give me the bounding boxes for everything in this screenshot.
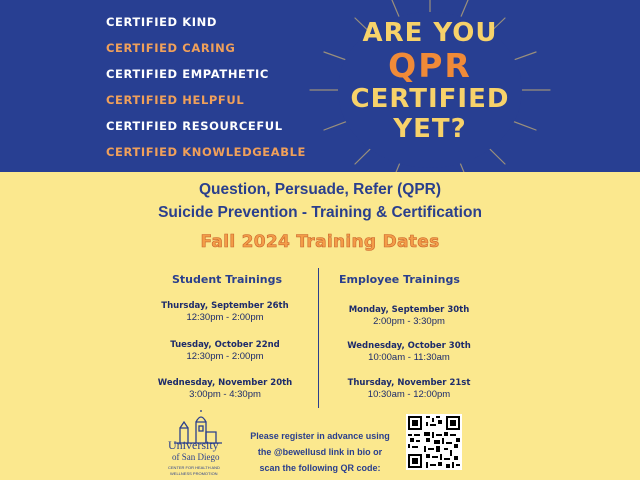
student-session-3	[150, 377, 300, 401]
logo-center-line-1: CENTER FOR HEALTH AND	[168, 465, 220, 470]
register-line-2: the @bewellusd link in bio or	[257, 447, 383, 457]
session-date: Thursday, November 21st	[347, 378, 471, 388]
session-date: Monday, September 30th	[348, 305, 470, 315]
certified-empathetic: CERTIFIED EMPATHETIC	[106, 67, 269, 81]
session-time: 3:00pm - 4:30pm	[189, 389, 261, 400]
headline-line-4: YET?	[393, 114, 467, 144]
certified-list	[106, 14, 306, 170]
program-title: Question, Persuade, Refer (QPR)	[198, 181, 442, 198]
session-date: Tuesday, October 22nd	[170, 340, 280, 350]
qr-code[interactable]	[406, 414, 462, 470]
student-session-2	[150, 339, 300, 363]
session-time: 12:30pm - 2:00pm	[186, 312, 264, 323]
session-date: Thursday, September 26th	[161, 301, 289, 311]
certified-helpful: CERTIFIED HELPFUL	[106, 93, 245, 107]
training-dates-title: Fall 2024 Training Dates	[200, 232, 440, 252]
employee-session-2	[334, 340, 484, 364]
headline-line-3: CERTIFIED	[350, 84, 510, 114]
header-band	[0, 0, 640, 172]
employee-trainings-heading: Employee Trainings	[339, 273, 460, 286]
session-date: Wednesday, November 20th	[157, 378, 293, 388]
headline-qpr: QPR	[388, 46, 472, 85]
qr-code-icon	[406, 414, 462, 470]
logo-university: University	[168, 438, 219, 452]
register-note	[240, 428, 400, 476]
register-line-3: scan the following QR code:	[259, 463, 381, 473]
session-date: Wednesday, October 30th	[347, 341, 471, 351]
headline	[330, 18, 530, 144]
logo-center-line-2: WELLNESS PROMOTION	[170, 471, 218, 476]
session-time: 10:00am - 11:30am	[368, 352, 450, 363]
certified-caring: CERTIFIED CARING	[106, 41, 236, 55]
certified-kind: CERTIFIED KIND	[106, 15, 218, 29]
session-time: 2:00pm - 3:30pm	[373, 316, 445, 327]
session-time: 10:30am - 12:00pm	[367, 389, 451, 400]
register-line-1: Please register in advance using	[250, 431, 390, 441]
student-trainings-heading: Student Trainings	[172, 273, 283, 286]
usd-logo	[166, 410, 228, 478]
certified-knowledgeable: CERTIFIED KNOWLEDGEABLE	[106, 145, 306, 159]
logo-of-san-diego: of San Diego	[172, 452, 220, 462]
column-divider	[318, 268, 319, 408]
employee-session-1	[334, 304, 484, 328]
employee-session-3	[334, 377, 484, 401]
program-subtitle: Suicide Prevention - Training & Certification	[158, 204, 482, 221]
student-session-1	[150, 300, 300, 324]
session-time: 12:30pm - 2:00pm	[186, 351, 264, 362]
headline-line-1: ARE YOU	[362, 18, 498, 48]
certified-resourceful: CERTIFIED RESOURCEFUL	[106, 119, 283, 133]
